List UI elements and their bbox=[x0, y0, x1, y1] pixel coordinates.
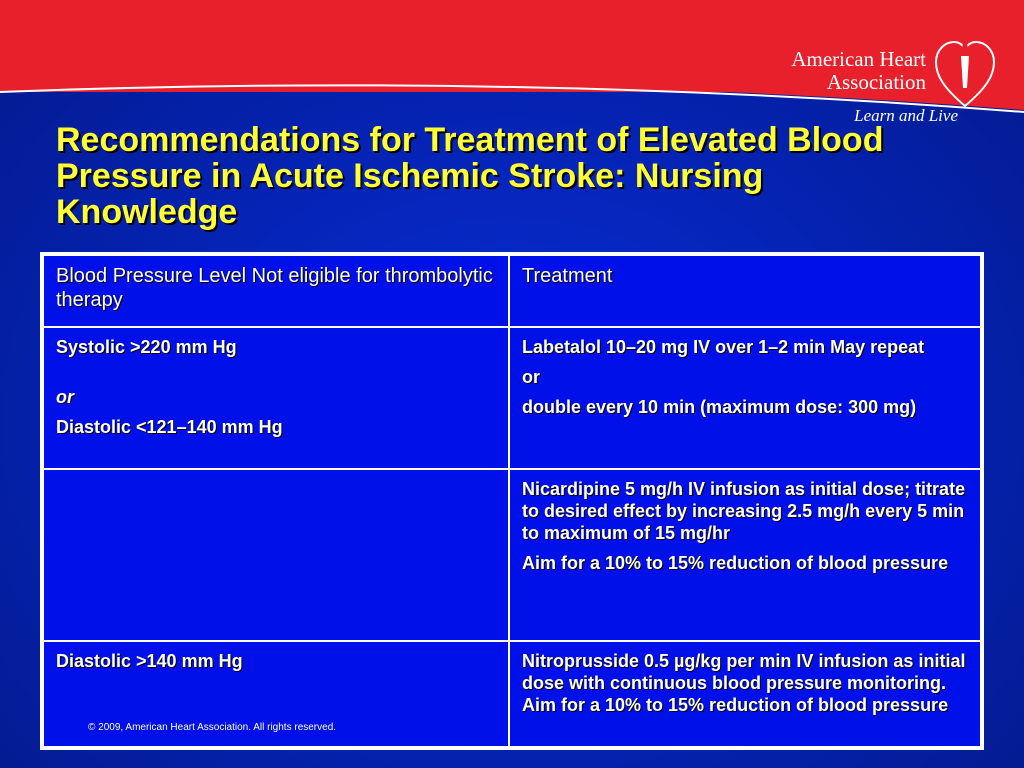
slide-title: Recommendations for Treatment of Elevated Blood Pressure in Acute Ischemic Stroke: Nursing Knowledge bbox=[56, 121, 884, 231]
treatment-aim: Aim for a 10% to 15% reduction of blood pressure bbox=[522, 553, 949, 573]
treatment-cell bbox=[509, 469, 981, 641]
logo-tagline: Learn and Live bbox=[854, 106, 958, 125]
bp-level-cell bbox=[43, 327, 509, 469]
treatment-cell bbox=[509, 327, 981, 469]
recommendations-table bbox=[40, 252, 984, 750]
header-bp-level: Blood Pressure Level Not eligible for thrombolytic therapy bbox=[43, 255, 509, 327]
logo-line-1: American Heart bbox=[791, 47, 926, 71]
treatment-cell bbox=[509, 641, 981, 747]
bp-level-cell-empty bbox=[43, 469, 509, 641]
treatment-nitroprusside: Nitroprusside 0.5 µg/kg per min IV infusion as initial dose with continuous blood pressure monitoring. Aim for a 10% to 15% reduction of blood pressure bbox=[522, 651, 966, 715]
bp-level-diastolic: Diastolic <121–140 mm Hg bbox=[56, 417, 283, 437]
header-treatment: Treatment bbox=[509, 255, 981, 327]
bp-level-diastolic-high: Diastolic >140 mm Hg bbox=[56, 651, 243, 671]
bp-level-or: or bbox=[56, 387, 74, 407]
table-header-row bbox=[43, 255, 981, 327]
table-row bbox=[43, 469, 981, 641]
treatment-labetalol: Labetalol 10–20 mg IV over 1–2 min May repeat bbox=[522, 337, 925, 357]
table-row bbox=[43, 327, 981, 469]
treatment-or: or bbox=[522, 367, 540, 387]
aha-logo bbox=[778, 34, 1008, 134]
logo-line-2: Association bbox=[826, 70, 926, 94]
treatment-double-dose: double every 10 min (maximum dose: 300 mg) bbox=[522, 397, 917, 417]
copyright-notice: © 2009, American Heart Association. All rights reserved. bbox=[88, 722, 337, 733]
bp-level-systolic: Systolic >220 mm Hg bbox=[56, 337, 237, 357]
torch-heart-icon bbox=[934, 36, 996, 110]
treatment-nicardipine: Nicardipine 5 mg/h IV infusion as initial dose; titrate to desired effect by increasing 2.5 mg/h every 5 min to maximum of 15 mg/hr bbox=[522, 479, 966, 543]
logo-wordmark bbox=[791, 48, 926, 94]
